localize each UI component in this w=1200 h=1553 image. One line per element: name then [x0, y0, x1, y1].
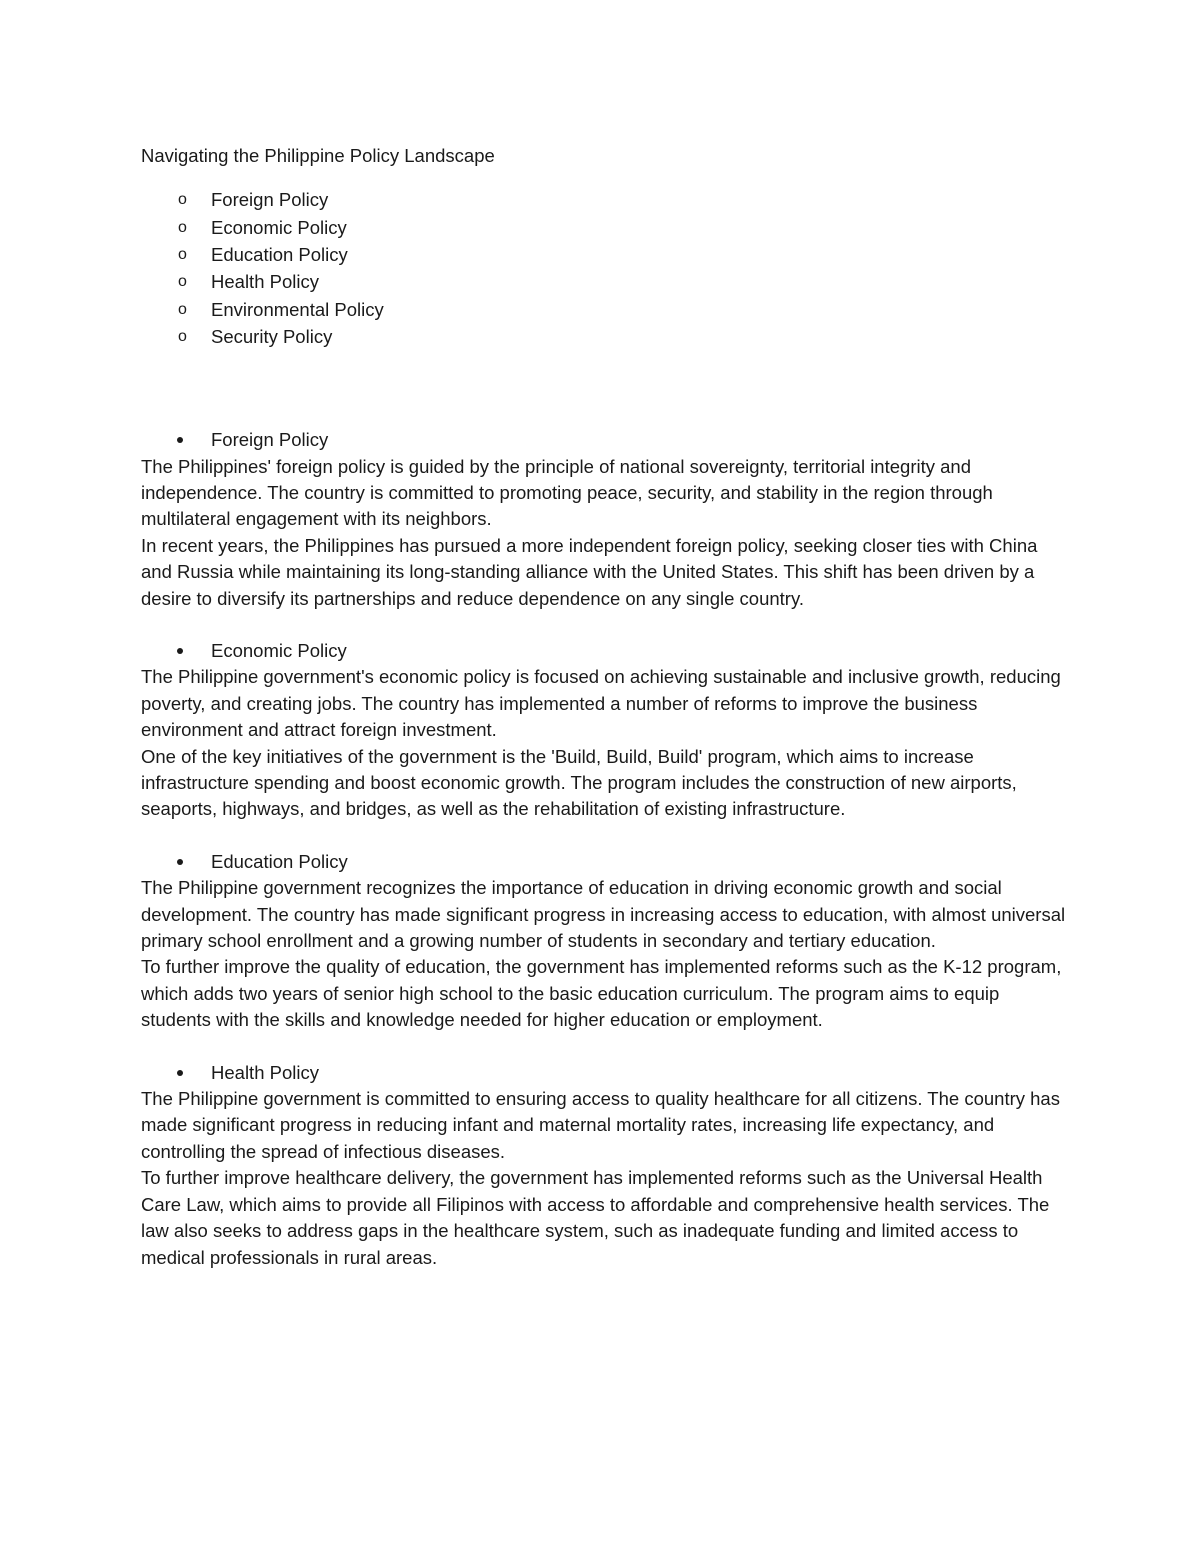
section-paragraph: One of the key initiatives of the government is the 'Build, Build, Build' program, which aims to increase infrastructure spending and boost economic growth. The program includes the construction of new airports, seaports, highways, and bridges, as well as the rehabilitation of existing infrastructure.: [141, 745, 1017, 820]
section-paragraph: To further improve healthcare delivery, the government has implemented reforms such as the Universal Health Care Law, which aims to provide all Filipinos with access to affordable and comprehensive health services. The law also seeks to address gaps in the healthcare system, such as inadequate funding and limited access to medical professionals in rural areas.: [141, 1167, 1050, 1268]
circle-bullet-icon: o: [178, 246, 187, 263]
section-paragraph: The Philippine government's economic policy is focused on achieving sustainable and inclusive growth, reducing poverty, and creating jobs. The country has implemented a number of reforms to improve the business environment and attract foreign investment.: [141, 666, 1061, 741]
topic-label: Environmental Policy: [211, 298, 384, 320]
topic-list-item: [141, 323, 1066, 350]
bullet-icon: [177, 1070, 183, 1076]
section-heading-label: Education Policy: [211, 850, 348, 872]
circle-bullet-icon: o: [178, 327, 187, 345]
section-paragraph: The Philippine government recognizes the importance of education in driving economic growth and social development. The country has made significant progress in increasing access to education, with almost universal primary school enrollment and a growing number of students in secondary and tertiary education.: [141, 877, 1066, 952]
section-heading: [141, 849, 1066, 875]
topic-label: Security Policy: [211, 325, 333, 347]
section-paragraph: In recent years, the Philippines has pursued a more independent foreign policy, seeking closer ties with China and Russia while maintaining its long-standing alliance with the United States. This shift has been driven by a desire to diversify its partnerships and reduce dependence on any single country.: [141, 534, 1038, 609]
topic-list-item: [141, 296, 1066, 323]
topic-list-item: [141, 241, 1066, 268]
section-education-policy: [141, 849, 1066, 1034]
section-heading-label: Health Policy: [211, 1061, 319, 1083]
document-title: Navigating the Philippine Policy Landscape: [141, 145, 495, 166]
section-paragraph: The Philippine government is committed to ensuring access to quality healthcare for all citizens. The country has made significant progress in reducing infant and maternal mortality rates, increasing life expectancy, and controlling the spread of infectious diseases.: [141, 1088, 1060, 1162]
topic-label: Education Policy: [211, 244, 348, 265]
spacer: [141, 350, 1066, 427]
topic-list-item: [141, 268, 1066, 295]
section-heading-label: Foreign Policy: [211, 429, 329, 451]
circle-bullet-icon: o: [178, 273, 187, 291]
topic-list: [141, 186, 1066, 350]
topic-label: Health Policy: [211, 271, 319, 293]
section-heading: [141, 638, 1066, 664]
section-heading: [141, 1060, 1066, 1086]
section-health-policy: [141, 1060, 1066, 1271]
section-foreign-policy: [141, 427, 1066, 612]
bullet-icon: [177, 648, 183, 654]
bullet-icon: [177, 437, 183, 443]
topic-list-item: [141, 214, 1066, 241]
topic-label: Foreign Policy: [211, 189, 329, 211]
bullet-icon: [177, 859, 183, 865]
section-paragraph: The Philippines' foreign policy is guided by the principle of national sovereignty, territorial integrity and independence. The country is committed to promoting peace, security, and stability in the region through multilateral engagement with its neighbors.: [141, 455, 993, 530]
section-paragraph: To further improve the quality of education, the government has implemented reforms such as the K-12 program, which adds two years of senior high school to the basic education curriculum. The program aims to equip students with the skills and knowledge needed for higher education or employment.: [141, 956, 1062, 1031]
document-body: [141, 143, 1066, 1297]
topic-list-item: [141, 186, 1066, 213]
section-economic-policy: [141, 638, 1066, 823]
section-heading-label: Economic Policy: [211, 640, 347, 662]
circle-bullet-icon: o: [178, 300, 187, 318]
circle-bullet-icon: o: [178, 218, 187, 236]
circle-bullet-icon: o: [178, 191, 187, 209]
topic-label: Economic Policy: [211, 216, 347, 238]
section-heading: [141, 427, 1066, 453]
